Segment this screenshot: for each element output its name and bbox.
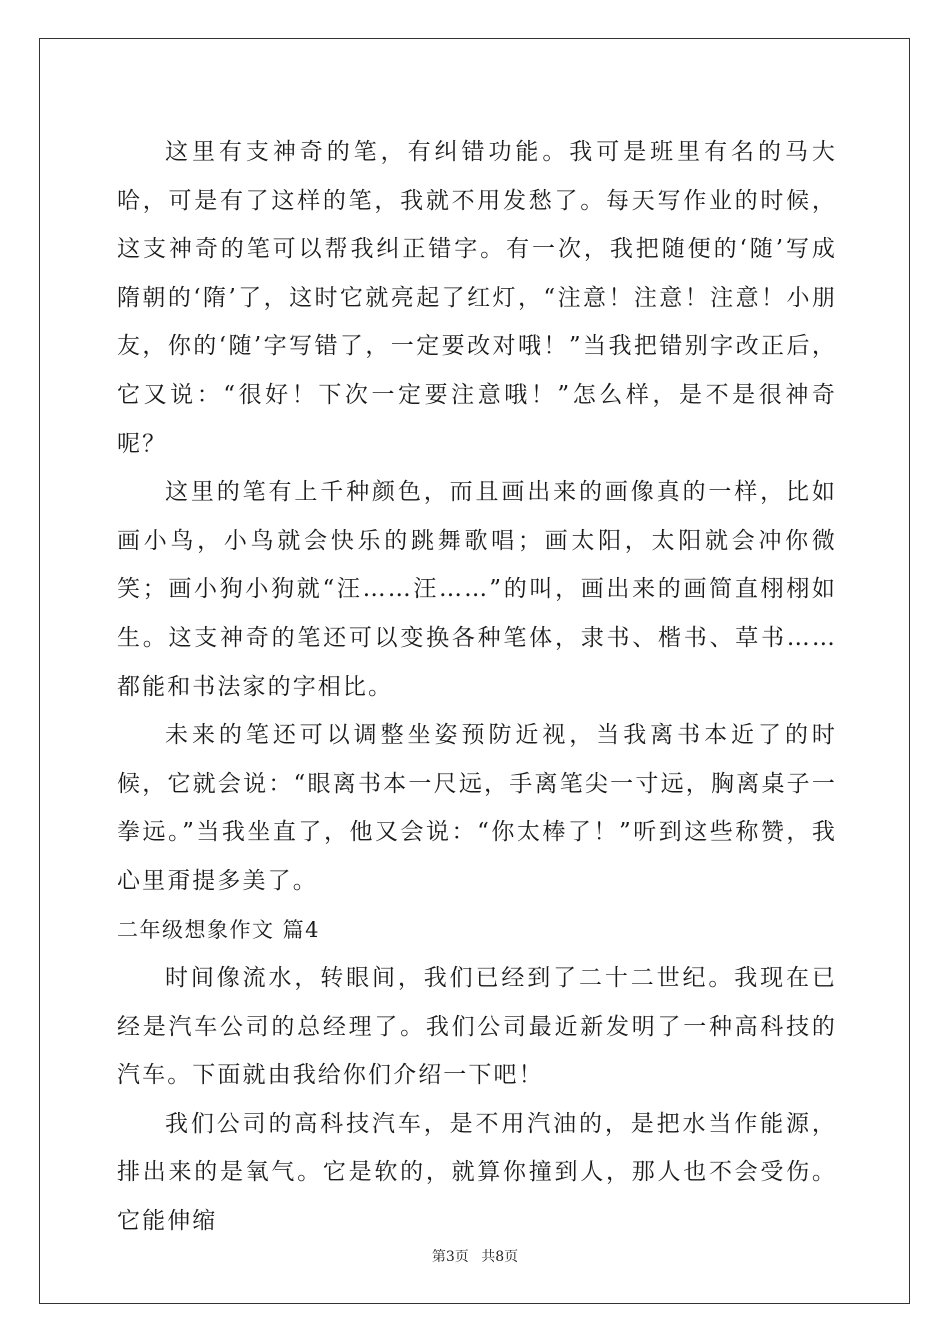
page-footer: [0, 1246, 950, 1266]
section-heading: 二年级想象作文 篇4: [117, 917, 321, 942]
paragraph-pen-posture: 未来的笔还可以调整坐姿预防近视，当我离书本近了的时候，它就会说：“眼离书本一尺远，手离笔尖一寸远，胸离桌子一拳远。”当我坐直了，他又会说：“你太棒了！”听到这些称赞，我心里甭提多美了。: [117, 722, 837, 894]
page-number-total: 共8页: [481, 1249, 519, 1265]
paragraph-future-time: 时间像流水，转眼间，我们已经到了二十二世纪。我现在已经是汽车公司的总经理了。我们公司最近新发明了一种高科技的汽车。下面就由我给你们介绍一下吧！: [117, 965, 837, 1089]
paragraph-pen-correction: 这里有支神奇的笔，有纠错功能。我可是班里有名的马大哈，可是有了这样的笔，我就不用发愁了。每天写作业的时候，这支神奇的笔可以帮我纠正错字。有一次，我把随便的‘随’写成隋朝的‘隋’了，这时它就亮起了红灯，“注意！注意！注意！小朋友，你的‘随’字写错了，一定要改对哦！”当我把错别字改正后，它又说：“很好！下次一定要注意哦！”怎么样，是不是很神奇呢？: [117, 139, 837, 457]
paragraph-hightech-car: 我们公司的高科技汽车，是不用汽油的，是把水当作能源，排出来的是氧气。它是软的，就算你撞到人，那人也不会受伤。它能伸缩: [117, 1110, 837, 1235]
paragraph-pen-colors: 这里的笔有上千种颜色，而且画出来的画像真的一样，比如画小鸟，小鸟就会快乐的跳舞歌唱；画太阳，太阳就会冲你微笑；画小狗小狗就“汪……汪……”的叫，画出来的画简直栩栩如生。这支神奇的笔还可以变换各种笔体，隶书、楷书、草书……都能和书法家的字相比。: [117, 479, 837, 700]
page-number-current: 第3页: [431, 1249, 469, 1265]
document-body: [117, 128, 837, 1246]
